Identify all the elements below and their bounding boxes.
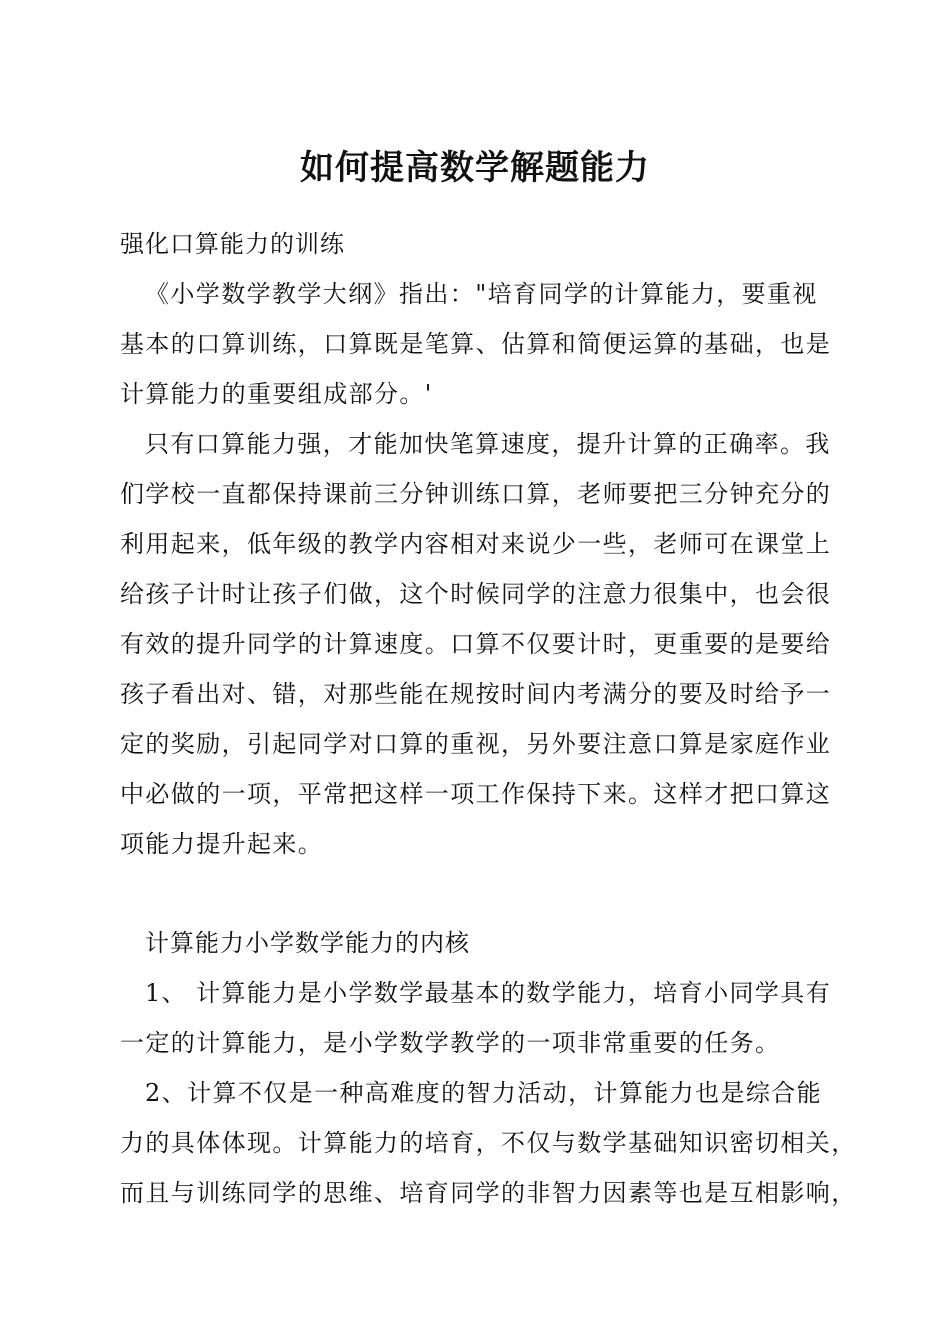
paragraph-line: 而且与训练同学的思维、培育同学的非智力因素等也是互相影响， — [120, 1179, 857, 1207]
paragraph-line: 利用起来，低年级的教学内容相对来说少一些，老师可在课堂上 — [120, 530, 832, 558]
paragraph-line: 一定的计算能力，是小学数学教学的一项非常重要的任务。 — [120, 1029, 781, 1057]
paragraph-line: 1、 计算能力是小学数学最基本的数学能力，培育小同学具有 — [145, 979, 832, 1007]
paragraph-line: 定的奖励，引起同学对口算的重视，另外要注意口算是家庭作业 — [120, 730, 832, 758]
paragraph-line: 项能力提升起来。 — [120, 830, 324, 858]
paragraph-line: 孩子看出对、错，对那些能在规按时间内考满分的要及时给予一 — [120, 680, 832, 708]
paragraph-line: 2、计算不仅是一种高难度的智力活动，计算能力也是综合能 — [145, 1079, 823, 1107]
paragraph-line: 有效的提升同学的计算速度。口算不仅要计时，更重要的是要给 — [120, 630, 832, 658]
paragraph-line: 基本的口算训练，口算既是笔算、估算和简便运算的基础，也是 — [120, 330, 832, 358]
paragraph-line: 计算能力的重要组成部分。' — [120, 380, 433, 408]
section-heading: 计算能力小学数学能力的内核 — [145, 929, 470, 957]
paragraph-line: 《小学数学教学大纲》指出："培育同学的计算能力，要重视 — [145, 280, 818, 308]
paragraph-line: 只有口算能力强，才能加快笔算速度，提升计算的正确率。我 — [145, 430, 831, 458]
paragraph-line: 给孩子计时让孩子们做，这个时候同学的注意力很集中，也会很 — [120, 580, 832, 608]
paragraph-line: 力的具体体现。计算能力的培育，不仅与数学基础知识密切相关， — [120, 1129, 857, 1157]
section-heading: 强化口算能力的训练 — [120, 230, 345, 258]
document-title: 如何提高数学解题能力 — [300, 148, 650, 188]
paragraph-line: 中必做的一项，平常把这样一项工作保持下来。这样才把口算这 — [120, 780, 832, 808]
paragraph-line: 们学校一直都保持课前三分钟训练口算，老师要把三分钟充分的 — [120, 480, 832, 508]
